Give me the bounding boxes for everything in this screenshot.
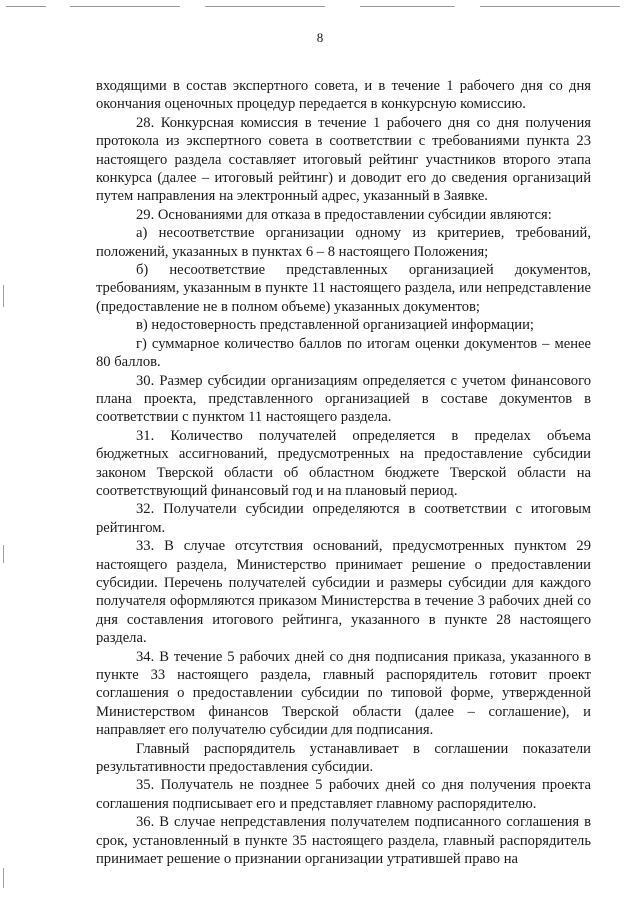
paragraph: Главный распорядитель устанавливает в соглашении показатели результативности предоставления субсидии. bbox=[96, 740, 591, 776]
scan-line bbox=[3, 545, 4, 563]
paragraph: 34. В течение 5 рабочих дней со дня подписания приказа, указанного в пункте 33 настоящего раздела, главный распорядитель готовит проект соглашения о предоставлении субсидии по типовой форме, утвержденной Министерством финансов Тверской области (далее – соглашение), и направляет его получателю субсидии для подписания. bbox=[96, 648, 591, 739]
paragraph: 35. Получатель не позднее 5 рабочих дней со дня получения проекта соглашения подписывает его и представляет главному распорядителю. bbox=[96, 777, 591, 812]
paragraph: в) недостоверность представленной организацией информации; bbox=[136, 317, 534, 334]
scan-line bbox=[3, 285, 4, 307]
paragraph: 30. Размер субсидии организациям определяется с учетом финансового плана проекта, представленного организацией в составе документов в соответствии с пунктом 11 настоящего раздела. bbox=[96, 372, 591, 426]
scan-line bbox=[6, 6, 46, 7]
scan-line bbox=[205, 6, 325, 7]
paragraph: 36. В случае непредставления получателем подписанного соглашения в срок, установленный в пункте 35 настоящего раздела, главный распорядитель принимает решение о признании организации утратившей право на bbox=[96, 814, 591, 868]
paragraph: 32. Получатели субсидии определяются в соответствии с итоговым рейтингом. bbox=[96, 501, 591, 536]
paragraph: г) суммарное количество баллов по итогам оценки документов – менее 80 баллов. bbox=[96, 335, 591, 371]
paragraph: 29. Основаниями для отказа в предоставлении субсидии являются: bbox=[136, 206, 552, 223]
paragraph: 33. В случае отсутствия оснований, предусмотренных пунктом 29 настоящего раздела, Министерство принимает решение о предоставлении субсидии. Перечень получателей субсидии и размеры субсидии для каждого получателя оформляются приказом Министерства в течение 3 рабочих дней со дня составления итогового рейтинга, указанного в пункте 28 настоящего раздела. bbox=[96, 538, 591, 647]
scan-line bbox=[3, 868, 4, 888]
scan-line bbox=[480, 6, 620, 7]
paragraph: 28. Конкурсная комиссия в течение 1 рабочего дня со дня получения протокола из экспертного совета в соответствии с требованиями пункта 23 настоящего раздела составляет итоговый рейтинг участников второго этапа конкурса (далее – итоговый рейтинг) и доводит его до сведения организаций путем направления на электронный адрес, указанный в Заявке. bbox=[96, 114, 591, 205]
page-number: 8 bbox=[316, 30, 324, 45]
paragraph: б) несоответствие представленных организацией документов, требованиям, указанным в пункте 11 настоящего раздела, или непредставление (предоставление не в полном объеме) указанных документов; bbox=[96, 262, 591, 315]
scan-line bbox=[70, 6, 180, 7]
scan-line bbox=[360, 6, 455, 7]
document-body bbox=[96, 77, 591, 868]
paragraph: а) несоответствие организации одному из критериев, требований, положений, указанных в пунктах 6 – 8 настоящего Положения; bbox=[96, 225, 591, 260]
paragraph: входящими в состав экспертного совета, и в течение 1 рабочего дня со дня окончания оценочных процедур передается в конкурсную комиссию. bbox=[96, 78, 591, 113]
scan-edge-top bbox=[0, 3, 640, 11]
paragraph: 31. Количество получателей определяется в пределах объема бюджетных ассигнований, предусмотренных на предоставление субсидии законом Тверской области об областном бюджете Тверской области на соответствующий финансовый год и на плановый период. bbox=[96, 427, 591, 499]
